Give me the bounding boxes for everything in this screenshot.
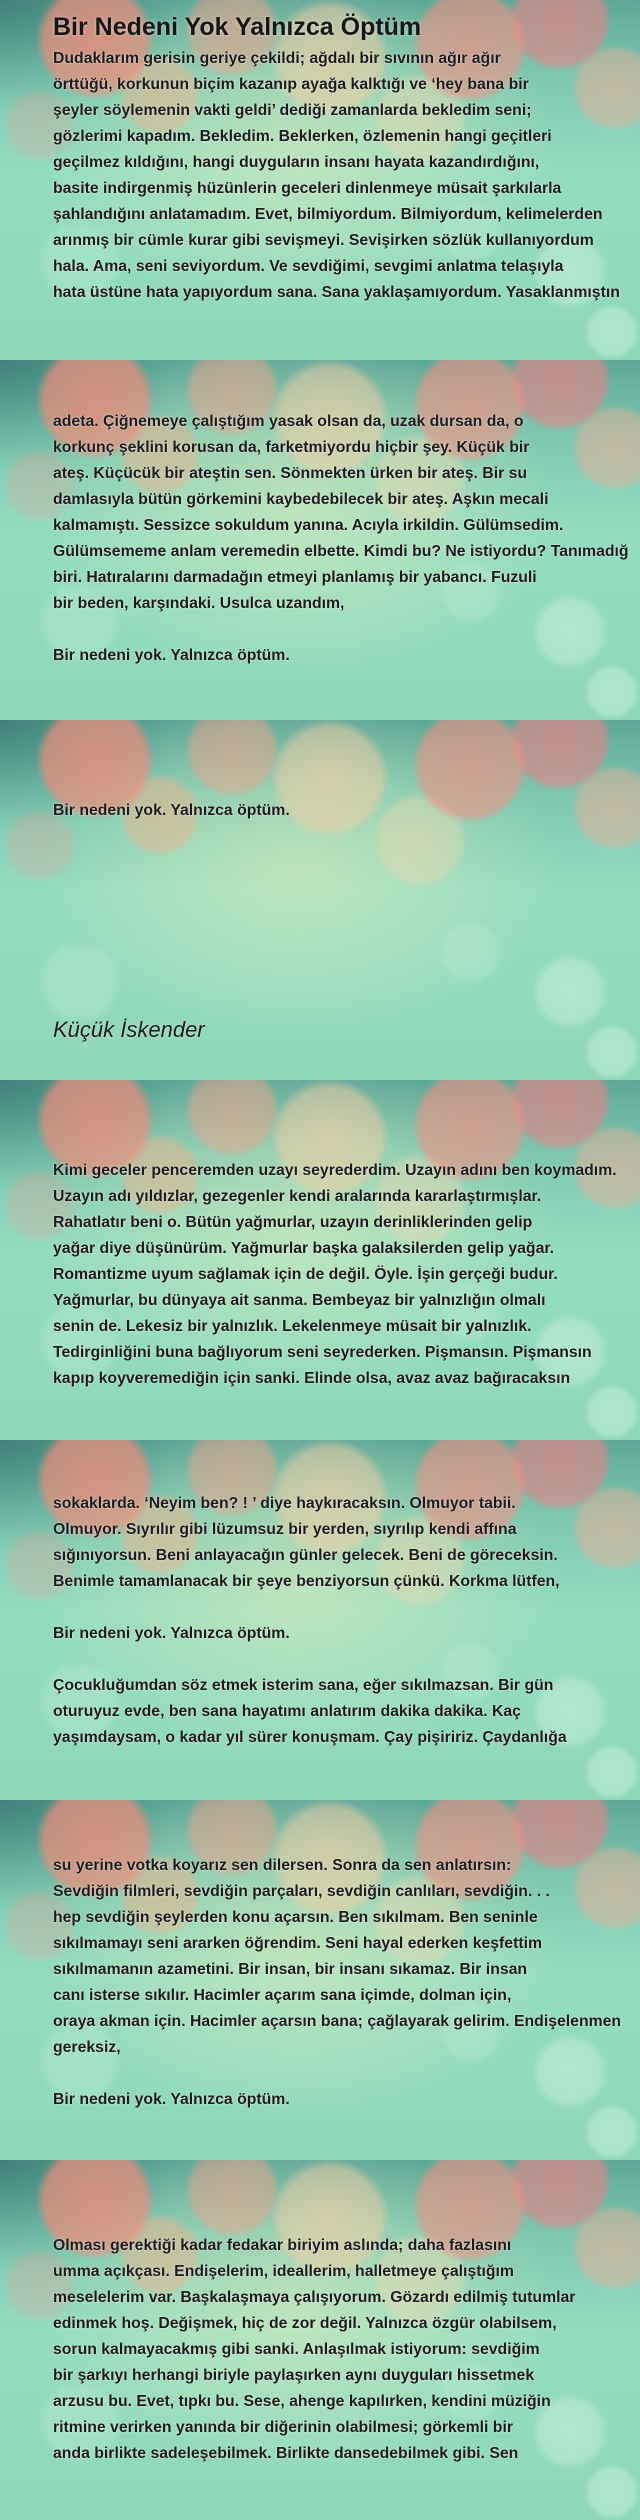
poem-line: Kimi geceler penceremden uzayı seyrederdim. Uzayın adını ben koymadım.	[53, 1162, 617, 1179]
poem-line: korkunç şeklini korusan da, farketmiyordu hiçbir şey. Küçük bir	[53, 439, 530, 456]
poem-text-block	[53, 1853, 621, 2113]
poem-line: meselelerim var. Başkalaşmaya çalışıyorum. Gözardı edilmiş tutumlar	[53, 2289, 576, 2306]
poem-text-block	[53, 409, 629, 669]
poem-line: kapıp koyveremediğin için sanki. Elinde olsa, avaz avaz bağıracaksın	[53, 1370, 571, 1387]
poem-line: sıkılmamayı seni ararken öğrendim. Seni hayal ederken keşfettim	[53, 1935, 543, 1952]
poem-line: yağar diye düşünürüm. Yağmurlar başka galaksilerden gelip yağar.	[53, 1240, 555, 1257]
poem-line: kalmamıştı. Sessizce sokuldum yanına. Acıyla irkildin. Gülümsedim.	[53, 517, 564, 534]
poem-panel-6	[0, 1800, 640, 2160]
poem-line: arzusu bu. Evet, tıpkı bu. Sese, ahenge kapılırken, kendini müziğin	[53, 2393, 551, 2410]
poem-line: oraya akman için. Hacimler açarsın bana; çağlayarak gelirim. Endişelenmen	[53, 2013, 622, 2030]
poem-line: arınmış bir cümle kurar gibi sevişmeyi. Sevişirken sözlük kullanıyordum	[53, 232, 594, 249]
poem-line: geçilmez kıldığını, hangi duyguların insanı hayata kazandırdığını,	[53, 154, 540, 171]
refrain-line: Bir nedeni yok. Yalnızca öptüm.	[53, 802, 290, 819]
poem-line: gereksiz,	[53, 2039, 121, 2056]
poem-line: gözlerimi kapadım. Bekledim. Beklerken, özlemenin hangi geçitleri	[53, 128, 552, 145]
stanza-break	[53, 1595, 567, 1621]
poem-line: Olmuyor. Sıyrılır gibi lüzumsuz bir yerden, sıyrılıp kendi affına	[53, 1521, 517, 1538]
poem-line: ritmine verirken yanında bir diğerinin olabilmesi; görkemli bir	[53, 2419, 513, 2436]
poem-line: umma açıkçası. Endişelerim, ideallerim, halletmeye çalıştığım	[53, 2263, 514, 2280]
poem-line: Sevdiğin filmleri, sevdiğin parçaları, sevdiğin canlıları, sevdiğin. . .	[53, 1883, 550, 1900]
poem-line: hala. Ama, seni seviyordum. Ve sevdiğimi, sevgimi anlatma telaşıyla	[53, 258, 564, 275]
poem-panel-4	[0, 1080, 640, 1440]
author-signature: Küçük İskender	[53, 1017, 205, 1042]
poem-line: sorun kalmayacakmış gibi sanki. Anlaşılmak istiyorum: sevdiğim	[53, 2341, 540, 2358]
poem-line: Olması gerektiği kadar fedakar biriyim aslında; daha fazlasını	[53, 2237, 512, 2254]
poem-line: biri. Hatıralarını darmadağın etmeyi planlamış bir yabancı. Fuzuli	[53, 569, 537, 586]
poem-line: Romantizme uyum sağlamak için de değil. Öyle. İşin gerçeği budur.	[53, 1266, 558, 1283]
poem-line: sıkılmamanın azametini. Bir insan, bir insanı sıkamaz. Bir insan	[53, 1961, 528, 1978]
poem-panel-1	[0, 0, 640, 360]
poem-text-block	[53, 798, 290, 824]
poem-line: adeta. Çiğnemeye çalıştığım yasak olsan da, uzak dursan da, o	[53, 413, 524, 430]
poem-line: Yağmurlar, bu dünyaya ait sanma. Bembeyaz bir yalnızlığın olmalı	[53, 1292, 546, 1309]
poem-text-block	[53, 1491, 567, 1751]
poem-line: Rahatlatır beni o. Bütün yağmurlar, uzayın derinliklerinden gelip	[53, 1214, 533, 1231]
poem-line: Uzayın adı yıldızlar, gezegenler kendi aralarında kararlaştırmışlar.	[53, 1188, 542, 1205]
poem-text-block	[53, 2233, 575, 2467]
poem-line: örttüğü, korkunun biçim kazanıp ayağa kalktığı ve ‘hey bana bir	[53, 76, 529, 93]
poem-line: Dudaklarım gerisin geriye çekildi; ağdalı bir sıvının ağır ağır	[53, 50, 501, 67]
poem-panel-5	[0, 1440, 640, 1800]
poem-line: hep sevdiğin şeylerden konu açarsın. Ben sıkılmam. Ben seninle	[53, 1909, 538, 1926]
poem-line: Tedirginliğini buna bağlıyorum seni seyrederken. Pişmansın. Pişmansın	[53, 1344, 592, 1361]
poem-line: yaşımdaysam, o kadar yıl sürer konuşmam. Çay pişiririz. Çaydanlığa	[53, 1729, 567, 1746]
poem-line: senin de. Lekesiz bir yalnızlık. Lekelenmeye müsait bir yalnızlık.	[53, 1318, 532, 1335]
poem-title: Bir Nedeni Yok Yalnızca Öptüm	[53, 13, 422, 41]
refrain-line: Bir nedeni yok. Yalnızca öptüm.	[53, 2091, 290, 2108]
poem-line: basite indirgenmiş hüzünlerin geceleri dinlenmeye müsait şarkılarla	[53, 180, 562, 197]
poem-line: hata üstüne hata yapıyordum sana. Sana yaklaşamıyordum. Yasaklanmıştın	[53, 284, 620, 301]
refrain-line: Bir nedeni yok. Yalnızca öptüm.	[53, 1625, 290, 1642]
poem-line: sokaklarda. ‘Neyim ben? ! ’ diye haykıracaksın. Olmuyor tabii.	[53, 1495, 516, 1512]
stanza-break	[53, 1647, 567, 1673]
poem-line: sığınıyorsun. Beni anlayacağın günler gelecek. Beni de göreceksin.	[53, 1547, 558, 1564]
poem-panel-3	[0, 720, 640, 1080]
poem-line: canı isterse sıkılır. Hacimler açarım sana içimde, dolman için,	[53, 1987, 512, 2004]
refrain-line: Bir nedeni yok. Yalnızca öptüm.	[53, 647, 290, 664]
poem-panel-2	[0, 360, 640, 720]
poem-line: Gülümsememe anlam veremedin elbette. Kimdi bu? Ne istiyordu? Tanımadığ	[53, 543, 629, 560]
stanza-break	[53, 2061, 621, 2087]
poem-line: şeyler söylemenin vakti geldi’ dediği zamanlarda bekledim seni;	[53, 102, 532, 119]
poem-panel-7	[0, 2160, 640, 2520]
poem-line: anda birlikte sadeleşebilmek. Birlikte dansedebilmek gibi. Sen	[53, 2445, 519, 2462]
poem-line: damlasıyla bütün görkemini kaybedebilecek bir ateş. Aşkın mecali	[53, 491, 549, 508]
poem-line: bir şarkıyı herhangi biriyle paylaşırken aynı duyguları hissetmek	[53, 2367, 535, 2384]
poem-text-block	[53, 46, 620, 306]
poem-line: su yerine votka koyarız sen dilersen. Sonra da sen anlatırsın:	[53, 1857, 512, 1874]
poem-line: ateş. Küçücük bir ateştin sen. Sönmekten ürken bir ateş. Bir su	[53, 465, 528, 482]
stanza-break	[53, 617, 629, 643]
poem-line: oturuyuz evde, ben sana hayatımı anlatırım dakika dakika. Kaç	[53, 1703, 521, 1720]
poem-line: şahlandığını anlatamadım. Evet, bilmiyordum. Bilmiyordum, kelimelerden	[53, 206, 603, 223]
poem-line: edinmek hoş. Değişmek, hiç de zor değil. Yalnızca özgür olabilsem,	[53, 2315, 557, 2332]
poem-line: Benimle tamamlanacak bir şeye benziyorsun çünkü. Korkma lütfen,	[53, 1573, 560, 1590]
poem-line: Çocukluğumdan söz etmek isterim sana, eğer sıkılmazsan. Bir gün	[53, 1677, 554, 1694]
poem-line: bir beden, karşındaki. Usulca uzandım,	[53, 595, 345, 612]
poem-text-block	[53, 1158, 617, 1392]
